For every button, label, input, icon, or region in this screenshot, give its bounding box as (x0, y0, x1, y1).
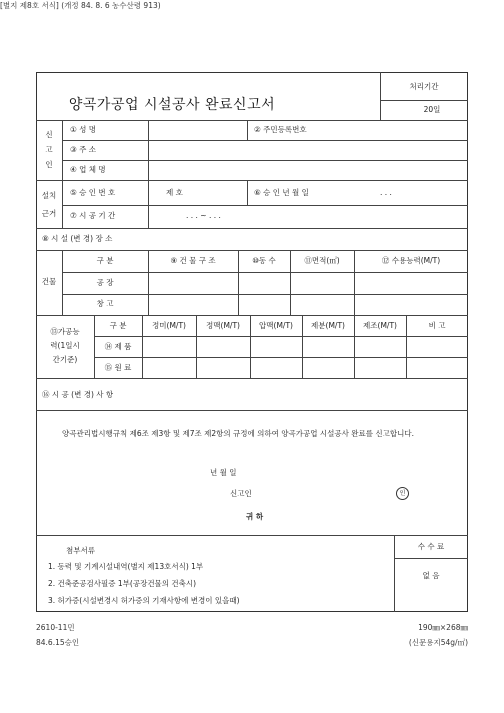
rule (290, 250, 291, 315)
rule (62, 160, 468, 161)
building-header-structure: ⑨ 건 물 구 조 (170, 256, 216, 265)
rule (406, 315, 407, 378)
attachments-label: 첨부서류 (66, 546, 95, 555)
approval-number-label: ⑤ 승 인 번 호 (70, 188, 116, 197)
rule (354, 315, 355, 378)
footer-approval: 84.6.15승인 (36, 638, 80, 647)
capacity-header-manufacture: 제조(M/T) (363, 321, 397, 330)
rule (394, 558, 468, 559)
construction-period-label: ⑦ 시 공 기 간 (70, 211, 116, 220)
rule (36, 228, 468, 229)
approval-date-label: ⑥ 승 인 년 월 일 (254, 188, 309, 197)
capacity-header-pressed-barley: 압맥(M/T) (259, 321, 293, 330)
building-group-label: 건물 (41, 277, 57, 286)
capacity-header-polished-barley: 정맥(M/T) (206, 321, 240, 330)
seal-mark: 인 (396, 487, 409, 500)
rule (36, 410, 468, 411)
rule (142, 315, 143, 378)
rule (247, 180, 248, 205)
building-row-factory: 공 장 (96, 278, 114, 287)
fee-value: 없 음 (422, 571, 440, 580)
footer-form-number: 2610-11민 (36, 623, 75, 632)
construction-period-value: . . . ~ . . . (186, 211, 221, 220)
processing-period-label: 처리기간 (409, 82, 439, 91)
rule (380, 72, 381, 120)
rrn-label: ② 주민등록번호 (254, 125, 307, 134)
capacity-header-flour: 제분(M/T) (311, 321, 345, 330)
building-row-warehouse: 창 고 (96, 299, 114, 308)
rule (36, 250, 468, 251)
capacity-group-label: 력(1일시 (50, 341, 80, 350)
processing-period-value: 20일 (423, 105, 441, 114)
rule (380, 100, 468, 101)
address-label: ③ 주 소 (70, 145, 96, 154)
rule (94, 315, 95, 378)
applicant-group-char: 인 (45, 160, 53, 169)
capacity-group-label: 간기준) (52, 355, 78, 364)
rule (94, 336, 468, 337)
form-caption: [별지 제8호 서식] (개정 84. 8. 6 농수산령 913) (0, 1, 161, 10)
document-title: 양곡가공업 시설공사 완료신고서 (68, 97, 276, 113)
rule (36, 315, 468, 316)
site-label: ⑧ 시 설 (변 경) 장 소 (42, 234, 113, 243)
attachment-item: 3. 허가증(시설변경시 허가증의 기재사항에 변경이 있을때) (48, 596, 240, 605)
company-label: ④ 업 체 명 (70, 165, 106, 174)
rule (250, 315, 251, 378)
building-header-category: 구 분 (96, 256, 114, 265)
rule (148, 120, 149, 228)
approval-date-value: . . . (380, 188, 392, 197)
rule (62, 294, 468, 295)
rule (62, 205, 468, 206)
rule (394, 535, 395, 612)
install-group-char: 근거 (41, 209, 57, 218)
approval-number-value: 제 호 (166, 188, 183, 197)
footer-paper-type: (신문용지54g/㎡) (408, 638, 468, 647)
rule (36, 180, 468, 181)
rule (62, 272, 468, 273)
capacity-group-label: ⑬가공능 (50, 327, 80, 336)
declarant-label: 신고인 (230, 489, 252, 498)
rule (247, 120, 248, 140)
rule (302, 315, 303, 378)
capacity-header-category: 구 분 (109, 321, 127, 330)
rule (196, 315, 197, 378)
building-header-count: ⑩동 수 (252, 256, 276, 265)
rule (238, 250, 239, 315)
rule (62, 120, 63, 228)
rule (94, 357, 468, 358)
works-label: ⑯ 시 공 (변 경) 사 항 (42, 390, 114, 399)
applicant-group-char: 고 (45, 145, 53, 154)
capacity-row-product: ⑭ 제 품 (104, 342, 132, 351)
addressee: 귀 하 (246, 512, 264, 521)
applicant-group-char: 신 (45, 130, 53, 139)
capacity-header-remarks: 비 고 (428, 321, 446, 330)
capacity-header-polished-rice: 정미(M/T) (152, 321, 186, 330)
rule (148, 250, 149, 315)
building-header-capacity: ⑫ 수용능력(M/T) (381, 256, 441, 265)
install-group-char: 설치 (41, 191, 57, 200)
footer-paper-size: 190㎜×268㎜ (418, 623, 468, 632)
rule (62, 140, 468, 141)
form-frame (36, 72, 468, 612)
building-header-area: ⑪면적(㎡) (304, 256, 340, 265)
rule (36, 535, 468, 536)
rule (354, 250, 355, 315)
fee-label: 수 수 료 (417, 542, 445, 551)
rule (36, 120, 468, 121)
name-label: ① 성 명 (70, 125, 96, 134)
statement-text: 양곡관리법시행규칙 제6조 제3항 및 제7조 제2항의 규정에 의하여 양곡가공업 시설공사 완료를 신고합니다. (62, 429, 414, 438)
rule (62, 250, 63, 315)
date-line: 년 월 일 (210, 468, 237, 477)
attachment-item: 2. 건축준공검사필증 1부(공장건물의 건축시) (48, 579, 197, 588)
attachment-item: 1. 동력 및 기계시설내역(별지 제13호서식) 1부 (48, 562, 204, 571)
capacity-row-material: ⑮ 원 료 (104, 363, 132, 372)
rule (36, 378, 468, 379)
